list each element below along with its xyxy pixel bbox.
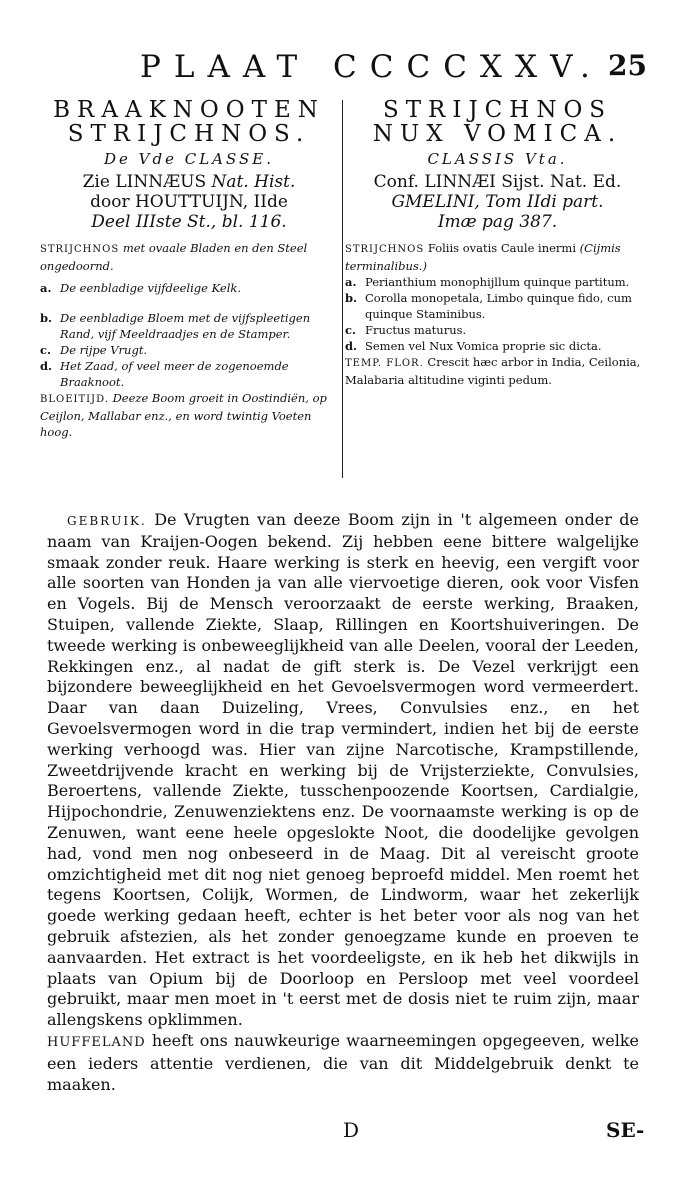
entry-keyword: TEMP. FLOR. (345, 358, 424, 369)
entry-text: Perianthium monophijllum quinque partitum. (365, 275, 630, 289)
reference-work: Nat. Hist. (211, 172, 296, 192)
catchword: SE- (606, 1118, 645, 1142)
entry-b (345, 290, 650, 322)
entry-d (40, 358, 338, 390)
entry-bloeitijd (40, 390, 338, 440)
page-header (0, 45, 683, 85)
entry-text: met ovaale Bladen en den Steel ongedoornd. (40, 241, 308, 273)
entry-text: Het Zaad, of veel meer de zogenoemde Braaknoot. (60, 359, 289, 389)
entry-marker: a. (40, 281, 52, 295)
body-text (47, 510, 639, 1095)
body-paragraph (47, 1031, 639, 1095)
reference-line-1: Conf. LINNÆI Sijst. Nat. Ed. (373, 172, 622, 192)
body-paragraph-text: heeft ons nauwkeurige waarneemingen opgegeeven, welke een ieders attentie verdienen, die van dit Middelgebruik denkt te maaken. (47, 1030, 640, 1094)
entry-text: Foliis ovatis Caule inermi (427, 241, 577, 255)
entry-keyword: BLOEITIJD. (40, 394, 109, 405)
entry-marker: b. (345, 291, 358, 305)
entry-marker: b. (40, 311, 53, 325)
class-label: De Vde CLASSE. (103, 150, 275, 168)
entry-marker: c. (40, 343, 52, 357)
description-columns (40, 98, 650, 490)
body-paragraph-text: De Vrugten van deeze Boom zijn in 't algemeen onder de naam van Kraijen-Oogen bekend. Zij hebben eene bittere walgelijke smaak zonder reuk. Haare werking is sterk en heevig, een vergift voor alle soorten van Honden ja van alle viervoetige dieren, ook voor Visfen en Vogels. Bij de Mensch veroorzaakt de eerste werking, Braaken, Stuipen, vallende Ziekte, Slaap, Rillingen en Koortshuiveringen. De tweede werking is onbeweeglijkheid van alle Deelen, vooral der Leeden, Rekkingen enz., al nadat de gift sterk is. De Vezel verkrijgt een bijzondere beweeglijkheid en het Gevoelsvermogen word vermeerdert. Daar van daan Duizeling, Vrees, Convulsies enz., en het Gevoelsvermogen word in die trap vermindert, indien het bij de eerste werking verhoogd was. Hier van zijne Narcotische, Krampstillende, Zweetdrijvende kracht en werking bij de Vrijsterziekte, Convulsies, Beroertens, vallende Ziekte, tusschenpoozende Koortsen, Cardialgie, Hijpochondrie, Zenuwenziektens enz. De voornaamste werking is op de Zenuwen, want eene heele opgeslokte Noot, die doodelijke gevolgen had, vond men nog onbeseerd in de Maag. Dit al vereischt groote omzichtigheid met dit nog niet genoeg beproefd middel. Men roemt het tegens Koortsen, Colijk, Wormen, de Lindworm, waar het zekerlijk goede werking gedaan heeft, echter is het beter voor als nog van het gebruik afstezien, als het zonder genoegzame kunde en proeven te aanvaarden. Het extract is het voordeeligste, en ik heb het dikwijls in plaats van Opium bij de Doorloop en Persloop met veel voordeel gebruikt, maar men moet in 't eerst met de dosis niet te ruim zijn, maar allengskens opklimmen. (47, 510, 639, 1030)
entry-marker: d. (40, 359, 53, 373)
entry-text: Crescit hæc arbor in India, Ceilonia, Malabaria altitudine viginti pedum. (345, 355, 641, 387)
page-number: 25 (608, 49, 647, 82)
entry-marker: d. (345, 339, 358, 353)
entry-text: Fructus maturus. (365, 323, 467, 337)
reference-line-3: Deel IIIste St., bl. 116. (91, 212, 287, 232)
entry-marker: a. (345, 275, 357, 289)
plate-title: PLAAT CCCCXXV. (140, 49, 603, 85)
author-name: HUFFELAND (47, 1034, 146, 1050)
dutch-column (40, 98, 338, 440)
entry-keyword: STRIJCHNOS (345, 244, 425, 255)
reference-line-2: door HOUTTUIJN, IIde (90, 192, 288, 212)
reference-line-3: Imæ pag 387. (437, 212, 558, 232)
entry-marker: c. (345, 323, 357, 337)
class-label: CLASSIS Vta. (427, 150, 568, 168)
reference-prefix: Zie (82, 172, 110, 192)
body-paragraph (47, 510, 639, 1031)
entry-text: Corolla monopetala, Limbo quinque fido, cum quinque Staminibus. (365, 291, 632, 321)
species-title-latin: NUX VOMICA. (372, 121, 623, 147)
entry-text: De eenbladige vijfdeelige Kelk. (60, 281, 241, 295)
section-lead: GEBRUIK. (67, 514, 147, 528)
species-description (345, 240, 650, 274)
reference-line-1 (40, 172, 338, 192)
reference-author: LINNÆUS (115, 172, 207, 192)
genus-title-latin: STRIJCHNOS (382, 97, 613, 123)
entry-text: De rijpe Vrugt. (60, 343, 148, 357)
entry-text-italic: (Cijmis terminalibus.) (345, 241, 621, 273)
entry-a (40, 280, 338, 296)
reference-line-2: GMELINI, Tom IIdi part. (391, 192, 604, 212)
entry-text: Deeze Boom groeit in Oostindiën, op Ceijlon, Mallabar enz., en word twintig Voeten hoog. (40, 391, 327, 439)
entry-text: De eenbladige Bloem met de vijfspleetigen Rand, vijf Meeldraadjes en de Stamper. (60, 311, 311, 341)
entry-a (345, 274, 650, 290)
genus-title-latin: STRIJCHNOS. (67, 121, 311, 147)
entry-c (40, 342, 338, 358)
entry-c (345, 322, 650, 338)
entry-keyword: STRIJCHNOS (40, 244, 120, 255)
page-footer (0, 1118, 683, 1148)
signature-mark: D (343, 1118, 360, 1142)
genus-title-dutch: BRAAKNOOTEN (53, 97, 325, 123)
entry-b (40, 310, 338, 342)
entry-text: Semen vel Nux Vomica proprie sic dicta. (365, 339, 602, 353)
entry-temp-flor (345, 354, 650, 388)
column-divider (342, 100, 343, 478)
entry-d (345, 338, 650, 354)
species-description (40, 240, 338, 274)
latin-column (345, 98, 650, 388)
